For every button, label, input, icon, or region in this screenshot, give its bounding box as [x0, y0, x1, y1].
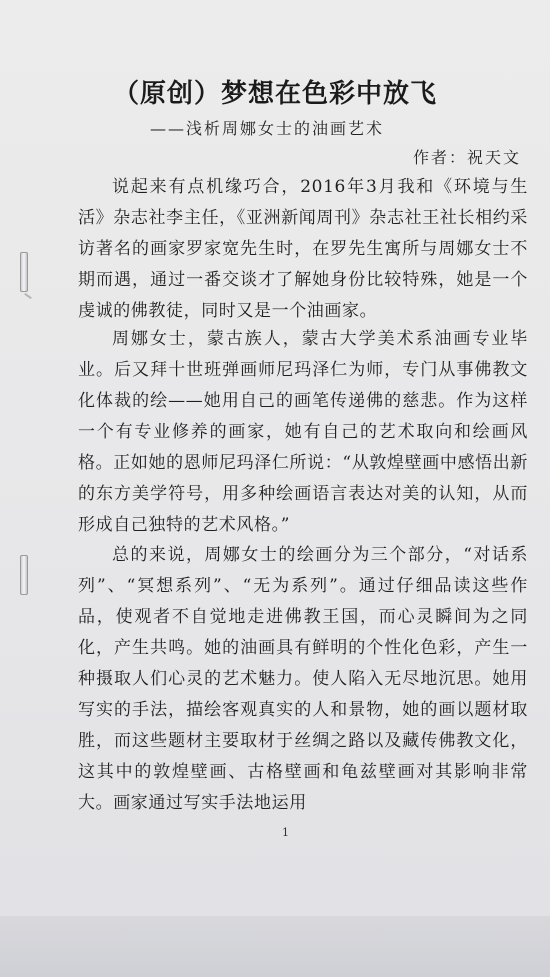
- document-subtitle: ——浅析周娜女士的油画艺术: [150, 119, 385, 138]
- document-title: （原创）梦想在色彩中放飞: [112, 79, 437, 109]
- desk-surface: [0, 916, 550, 977]
- page-number: 1: [282, 826, 289, 839]
- author-line: 作者：祝天文: [413, 148, 522, 167]
- paragraph: 周娜女士，蒙古族人，蒙古大学美术系油画专业毕业。后又拜十世班弹画师尼玛泽仁为师，专门从事佛教文化体裁的绘——她用自己的画笔传递佛的慈悲。作为这样一个有专业修养的画家，她有自己的艺术取向和绘画风格。正如她的恩师尼玛泽仁所说：“从敦煌壁画中感悟出新的东方美学符号，用多种绘画语言表达对美的认知，从而形成自己独特的艺术风格。”: [78, 329, 528, 535]
- binding-staple: [20, 555, 28, 595]
- paragraph: 说起来有点机缘巧合，2016年3月我和《环境与生活》杂志社李主任，《亚洲新闻周刊》杂志社王社长相约采访著名的画家罗家宽先生时，在罗先生寓所与周娜女士不期而遇，通过一番交谈才了解她身份比较特殊，她是一个虔诚的佛教徒，同时又是一个油画家。: [78, 177, 528, 321]
- binding-staple: [20, 252, 28, 292]
- paragraph: 总的来说，周娜女士的绘画分为三个部分，“对话系列”、“冥想系列”、“无为系列”。通过仔细品读这些作品，使观者不自觉地走进佛教王国，而心灵瞬间为之同化，产生共鸣。她的油画具有鲜明的个性化色彩，产生一种摄取人们心灵的艺术魅力。使人陷入无尽地沉思。她用写实的手法，描绘客观真实的人和景物，她的画以题材取胜，而这些题材主要取材于丝绸之路以及藏传佛教文化，这其中的敦煌壁画、古格壁画和龟兹壁画对其影响非常大。画家通过写实手法地运用: [78, 545, 528, 813]
